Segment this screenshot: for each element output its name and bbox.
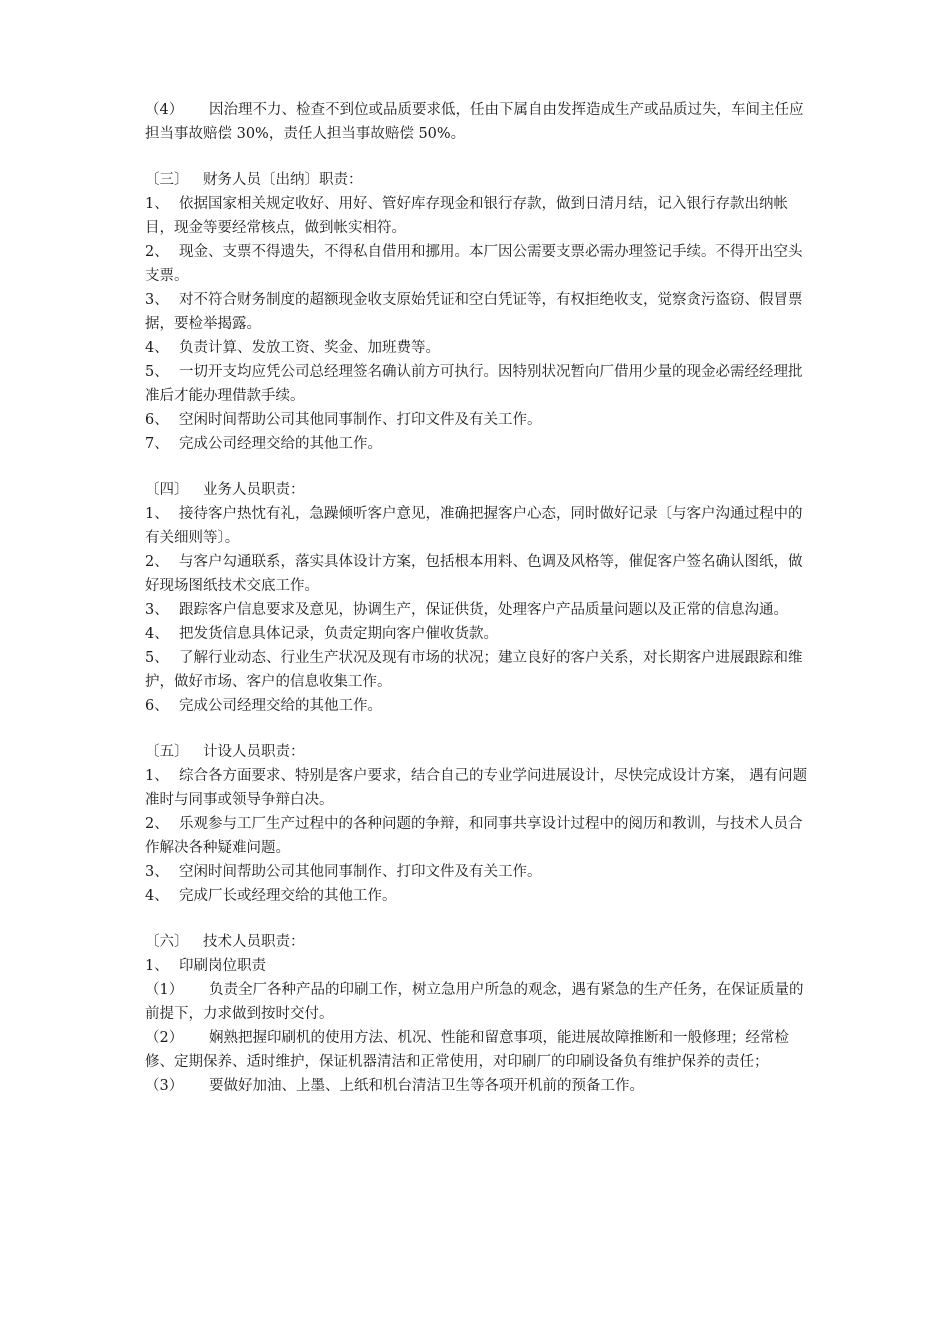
list-item (145, 764, 815, 812)
item-text: 要做好加油、上墨、上纸和机台清洁卫生等各项开机前的预备工作。 (209, 1078, 644, 1094)
spacer (145, 908, 815, 930)
spacer (145, 718, 815, 740)
item-text: 负责计算、发放工资、奖金、加班费等。 (179, 340, 440, 356)
item-text: 与客户勾通联系，落实具体设计方案，包括根本用料、色调及风格等，催促客户签名确认图纸，做好现场图纸技术交底工作。 (145, 554, 803, 594)
section-design (145, 740, 815, 908)
item-text: 娴熟把握印刷机的使用方法、机况、性能和留意事项，能进展故障推断和一般修理；经常检修、定期保养、适时维护，保证机器清洁和正常使用，对印刷厂的印刷设备负有维护保养的责任； (145, 1030, 789, 1070)
item-number: 3、 (145, 864, 169, 880)
intro-paragraph (145, 98, 815, 146)
item-text: 依据国家相关规定收好、用好、管好库存现金和银行存款，做到日清月结，记入银行存款出纳帐目，现金等要经常核点，做到帐实相符。 (145, 196, 788, 236)
item-number: 1、 (145, 958, 169, 974)
list-item (145, 812, 815, 860)
item-text: 完成公司经理交给的其他工作。 (179, 698, 382, 714)
list-item (145, 978, 815, 1026)
list-item (145, 360, 815, 408)
item-number: （3） (145, 1078, 184, 1094)
list-item (145, 598, 815, 622)
item-number: 4、 (145, 340, 169, 356)
item-number: 2、 (145, 244, 169, 260)
item-number: 1、 (145, 506, 169, 522)
document-page (145, 98, 815, 1098)
item-text: 印刷岗位职责 (179, 958, 266, 974)
list-item (145, 432, 815, 456)
list-item (145, 646, 815, 694)
item-text: 对不符合财务制度的超额现金收支原始凭证和空白凭证等，有权拒绝收支，觉察贪污盗窃、假冒票据，要检举揭露。 (145, 292, 803, 332)
list-item (145, 622, 815, 646)
section-title: 财务人员〔出纳〕职责： (203, 172, 363, 188)
item-text: 完成厂长或经理交给的其他工作。 (179, 888, 397, 904)
item-number: 4、 (145, 626, 169, 642)
item-text: 把发货信息具体记录，负责定期向客户催收货款。 (179, 626, 498, 642)
list-item (145, 860, 815, 884)
list-item (145, 336, 815, 360)
section-sales (145, 478, 815, 718)
item-text: 了解行业动态、行业生产状况及现有市场的状况；建立良好的客户关系，对长期客户进展跟踪和维护，做好市场、客户的信息收集工作。 (145, 650, 803, 690)
item-number: （1） (145, 982, 184, 998)
item-text: 负责全厂各种产品的印刷工作，树立急用户所急的观念，遇有紧急的生产任务，在保证质量的前提下，力求做到按时交付。 (145, 982, 804, 1022)
item-number: （2） (145, 1030, 184, 1046)
item-number: 1、 (145, 768, 169, 784)
item-text: 一切开支均应凭公司总经理签名确认前方可执行。因特别状况暂向厂借用少量的现金必需经经理批准后才能办理借款手续。 (145, 364, 803, 404)
item-number: 5、 (145, 364, 169, 380)
item-text: 现金、支票不得遗失，不得私自借用和挪用。本厂因公需要支票必需办理签记手续。不得开出空头支票。 (145, 244, 803, 284)
section-technical (145, 930, 815, 1098)
item-text: 因治理不力、检查不到位或品质要求低，任由下属自由发挥造成生产或品质过失，车间主任应担当事故赔偿 30%，责任人担当事故赔偿 50%。 (145, 102, 804, 142)
section-finance (145, 168, 815, 456)
section-heading (145, 930, 815, 954)
section-heading (145, 740, 815, 764)
section-title: 计设人员职责： (203, 744, 305, 760)
spacer (145, 146, 815, 168)
list-item (145, 954, 815, 978)
item-number: 4、 (145, 888, 169, 904)
list-item (145, 694, 815, 718)
item-text: 空闲时间帮助公司其他同事制作、打印文件及有关工作。 (179, 412, 542, 428)
list-item (145, 550, 815, 598)
list-item (145, 192, 815, 240)
list-item (145, 408, 815, 432)
section-heading (145, 168, 815, 192)
list-item (145, 1074, 815, 1098)
spacer (145, 456, 815, 478)
item-number: 2、 (145, 816, 169, 832)
item-number: 3、 (145, 292, 169, 308)
list-item (145, 502, 815, 550)
item-text: 跟踪客户信息要求及意见，协调生产，保证供货，处理客户产品质量问题以及正常的信息沟通。 (179, 602, 788, 618)
section-title: 业务人员职责： (203, 482, 305, 498)
section-heading (145, 478, 815, 502)
item-number: 5、 (145, 650, 169, 666)
item-text: 空闲时间帮助公司其他同事制作、打印文件及有关工作。 (179, 864, 542, 880)
section-label: 〔五〕 (145, 744, 189, 760)
item-number: 6、 (145, 698, 169, 714)
list-item (145, 1026, 815, 1074)
section-label: 〔四〕 (145, 482, 189, 498)
item-text: 乐观参与工厂生产过程中的各种问题的争辩，和同事共享设计过程中的阅历和教训，与技术人员合作解决各种疑难问题。 (145, 816, 803, 856)
section-title: 技术人员职责： (203, 934, 305, 950)
item-number: 3、 (145, 602, 169, 618)
item-number: 1、 (145, 196, 169, 212)
list-item (145, 240, 815, 288)
item-text: 接待客户热忱有礼，急躁倾听客户意见，准确把握客户心态，同时做好记录〔与客户沟通过程中的有关细则等〕。 (145, 506, 803, 546)
item-text: 完成公司经理交给的其他工作。 (179, 436, 382, 452)
list-item (145, 884, 815, 908)
item-text: 综合各方面要求、特别是客户要求，结合自己的专业学问进展设计，尽快完成设计方案， 遇有问题准时与同事或领导争辩白决。 (145, 768, 808, 808)
section-label: 〔三〕 (145, 172, 189, 188)
item-number: 6、 (145, 412, 169, 428)
item-number: 7、 (145, 436, 169, 452)
section-label: 〔六〕 (145, 934, 189, 950)
item-number: 2、 (145, 554, 169, 570)
list-item (145, 288, 815, 336)
item-number: （4） (145, 102, 184, 118)
